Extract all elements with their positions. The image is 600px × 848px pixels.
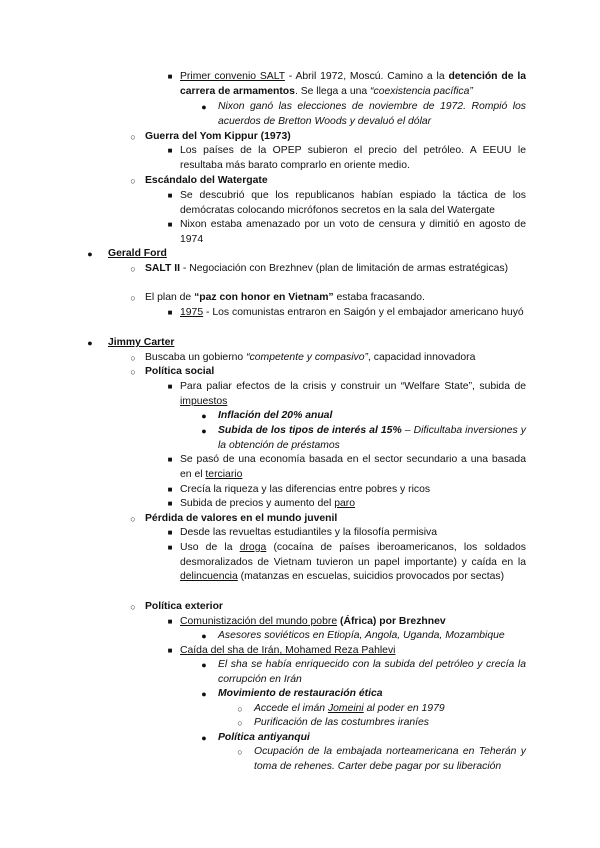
circle-bullet-icon: ○ [237,704,243,714]
purification-item: Purificación de las costumbres iraníes [254,717,429,728]
circle-bullet-icon: ○ [130,293,136,303]
circle-bullet-icon: ○ [130,353,136,363]
salt2-item: SALT II - Negociación con Brezhnev (plan de limitación de armas estratégicas) [145,263,509,274]
watergate-item-2: Nixon estaba amenazado por un voto de censura y dimitió en agosto de 1974 [180,219,526,245]
anti-yankee-title: Política antiyanqui [218,732,310,743]
jomeini-link[interactable]: Jomeini [327,703,364,714]
embassy-item: Ocupación de la embajada norteamericana en Teherán y toma de rehenes. Carter debe pagar por su liberación [254,746,526,772]
disc-bullet-icon: ● [201,102,207,112]
revolts-item: Desde las revueltas estudiantiles y la filosofía permisiva [180,527,438,538]
square-bullet-icon: ■ [167,455,173,464]
disc-bullet-icon: ● [201,411,207,421]
year-1975-link[interactable]: 1975 [180,307,204,318]
square-bullet-icon: ■ [167,485,173,494]
communization-link[interactable]: Comunistización del mundo pobre [180,616,338,627]
ford-title-link[interactable]: Gerald Ford [108,248,167,259]
communization-item: Comunistización del mundo pobre (África) por Brezhnev [180,616,446,627]
disc-bullet-icon: ● [87,338,93,348]
impuestos-link[interactable]: impuestos [180,395,228,407]
circle-bullet-icon: ○ [237,718,243,728]
droga-link[interactable]: droga [239,542,267,553]
disc-bullet-icon: ● [201,689,207,699]
disc-bullet-icon: ● [87,249,93,259]
disc-bullet-icon: ● [201,733,207,743]
carter-title-link[interactable]: Jimmy Carter [108,337,175,348]
economy-item: Se pasó de una economía basada en el sector secundario a una basada en el terciario [180,454,526,480]
salt1-link[interactable]: Primer convenio SALT [180,71,285,82]
square-bullet-icon: ■ [167,646,173,655]
square-bullet-icon: ■ [167,499,173,508]
disc-bullet-icon: ● [201,660,207,670]
square-bullet-icon: ■ [167,617,173,626]
square-bullet-icon: ■ [167,72,173,81]
circle-bullet-icon: ○ [130,367,136,377]
circle-bullet-icon: ○ [130,602,136,612]
social-policy-title: Política social [145,366,215,377]
inflation-item: Inflación del 20% anual [218,410,333,421]
vietnam-plan-item: El plan de “paz con honor en Vietnam” estaba fracasando. [145,292,425,303]
shah-note: El sha se había enriquecido con la subida del petróleo y crecía la corrupción en Irán [218,659,526,685]
circle-bullet-icon: ○ [237,747,243,757]
yom-kippur-title: Guerra del Yom Kippur (1973) [145,131,291,142]
salt1-item: Primer convenio SALT - Abril 1972, Moscú. Camino a la detención de la carrera de armamentos. Se llega a una “coexistencia pacífica” [180,71,526,97]
circle-bullet-icon: ○ [130,264,136,274]
circle-bullet-icon: ○ [130,514,136,524]
ethic-title: Movimiento de restauración ética [218,688,383,699]
disc-bullet-icon: ● [201,426,207,436]
circle-bullet-icon: ○ [130,132,136,142]
watergate-title: Escándalo del Watergate [145,175,268,186]
square-bullet-icon: ■ [167,382,173,391]
values-title: Pérdida de valores en el mundo juvenil [145,513,338,524]
carter-government-item: Buscaba un gobierno “competente y compasivo”, capacidad innovadora [145,352,476,363]
saigon-item: 1975 - Los comunistas entraron en Saigón y el embajador americano huyó [180,307,524,318]
yom-kippur-text: Los países de la OPEP subieron el precio del petróleo. A EEUU le resultaba más barato comprarlo en oriente medio. [180,145,526,171]
prices-item: Subida de precios y aumento del paro [180,498,356,509]
wealth-item: Crecía la riqueza y las diferencias entre pobres y ricos [180,484,431,495]
drugs-item: Uso de la droga (cocaína de países iberoamericanos, los soldados desmoralizados de Vietnam tuvieron un papel importante) y caída en la delincuencia (matanzas en escuelas, suicidios provocados por sectas) [180,542,526,582]
terciario-link[interactable]: terciario [205,468,243,480]
square-bullet-icon: ■ [167,191,173,200]
paro-link[interactable]: paro [334,498,356,509]
disc-bullet-icon: ● [201,631,207,641]
square-bullet-icon: ■ [167,220,173,229]
square-bullet-icon: ■ [167,308,173,317]
square-bullet-icon: ■ [167,146,173,155]
shah-link[interactable]: Caída del sha de Irán, Mohamed Reza Pahlevi [180,645,396,656]
nixon-note: Nixon ganó las elecciones de noviembre de 1972. Rompió los acuerdos de Bretton Woods y devaluó el dólar [218,101,526,127]
delincuencia-link[interactable]: delincuencia [180,571,238,582]
jomeini-item: Accede el imán Jomeini al poder en 1979 [254,703,445,714]
circle-bullet-icon: ○ [130,176,136,186]
advisors-item: Asesores soviéticos en Etiopía, Angola, Uganda, Mozambique [218,630,505,641]
watergate-item-1: Se descubrió que los republicanos habían espiado la táctica de los demócratas colocando micrófonos secretos en la sala del Watergate [180,190,526,216]
foreign-policy-title: Política exterior [145,601,223,612]
welfare-item: Para paliar efectos de la crisis y construir un “Welfare State”, subida de impuestos [180,381,526,407]
square-bullet-icon: ■ [167,543,173,552]
interest-item: Subida de los tipos de interés al 15% – Dificultaba inversiones y la obtención de préstamos [218,425,526,451]
square-bullet-icon: ■ [167,528,173,537]
